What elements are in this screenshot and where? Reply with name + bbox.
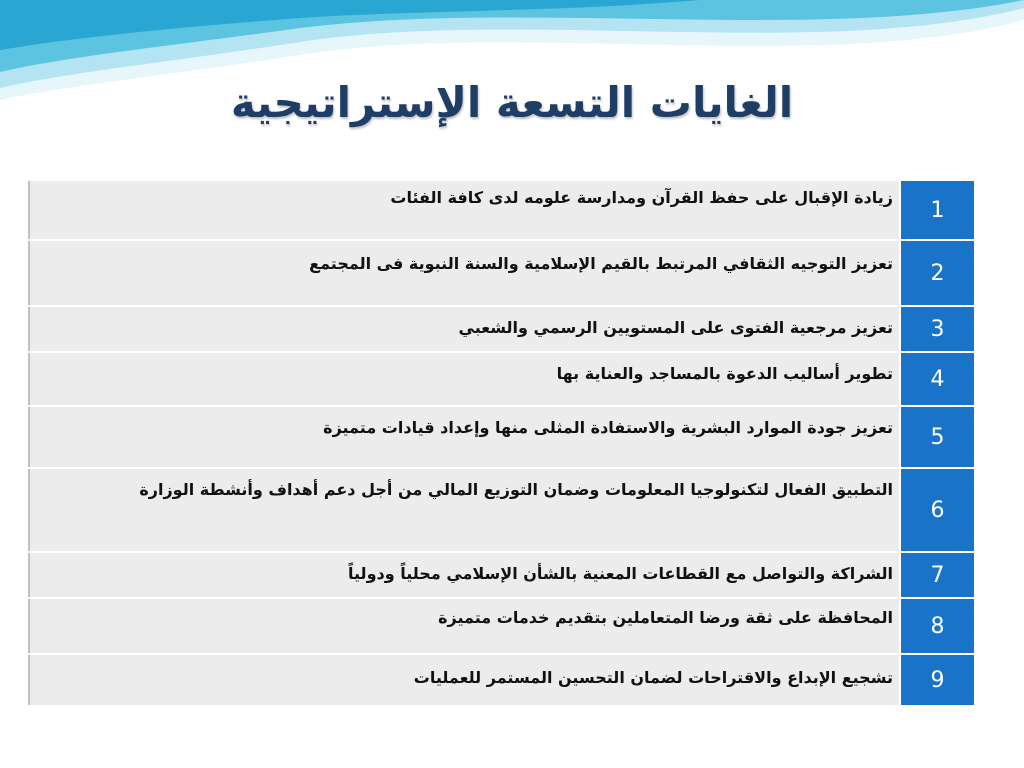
goal-text: تعزيز جودة الموارد البشرية والاستفادة المثلى منها وإعداد قيادات متميزة <box>28 407 899 467</box>
goal-text: زيادة الإقبال على حفظ القرآن ومدارسة علومه لدى كافة الفئات <box>28 181 899 239</box>
goal-text: الشراكة والتواصل مع القطاعات المعنية بالشأن الإسلامي محلياً ودولياً <box>28 553 899 597</box>
goal-number: 7 <box>899 553 974 597</box>
page-title: الغايات التسعة الإستراتيجية <box>230 78 794 127</box>
goal-number: 9 <box>899 655 974 705</box>
table-row <box>28 353 974 407</box>
goal-text: التطبيق الفعال لتكنولوجيا المعلومات وضمان التوزيع المالي من أجل دعم أهداف وأنشطة الوزارة <box>28 469 899 551</box>
table-row <box>28 241 974 307</box>
goal-text: المحافظة على ثقة ورضا المتعاملين بتقديم خدمات متميزة <box>28 599 899 653</box>
goal-text: تعزيز التوجيه الثقافي المرتبط بالقيم الإسلامية والسنة النبوية فى المجتمع <box>28 241 899 305</box>
table-row <box>28 655 974 707</box>
goal-number: 6 <box>899 469 974 551</box>
goal-text: تشجيع الإبداع والاقتراحات لضمان التحسين المستمر للعمليات <box>28 655 899 705</box>
goal-text: تطوير أساليب الدعوة بالمساجد والعناية بها <box>28 353 899 405</box>
table-row <box>28 599 974 655</box>
goal-number: 2 <box>899 241 974 305</box>
table-row <box>28 553 974 599</box>
goal-text: تعزيز مرجعية الفتوى على المستويين الرسمي والشعبي <box>28 307 899 351</box>
table-row <box>28 181 974 241</box>
goal-number: 1 <box>899 181 974 239</box>
goal-number: 5 <box>899 407 974 467</box>
table-row <box>28 307 974 353</box>
goals-table <box>28 181 974 707</box>
goal-number: 3 <box>899 307 974 351</box>
table-row <box>28 469 974 553</box>
goal-number: 8 <box>899 599 974 653</box>
table-row <box>28 407 974 469</box>
goal-number: 4 <box>899 353 974 405</box>
